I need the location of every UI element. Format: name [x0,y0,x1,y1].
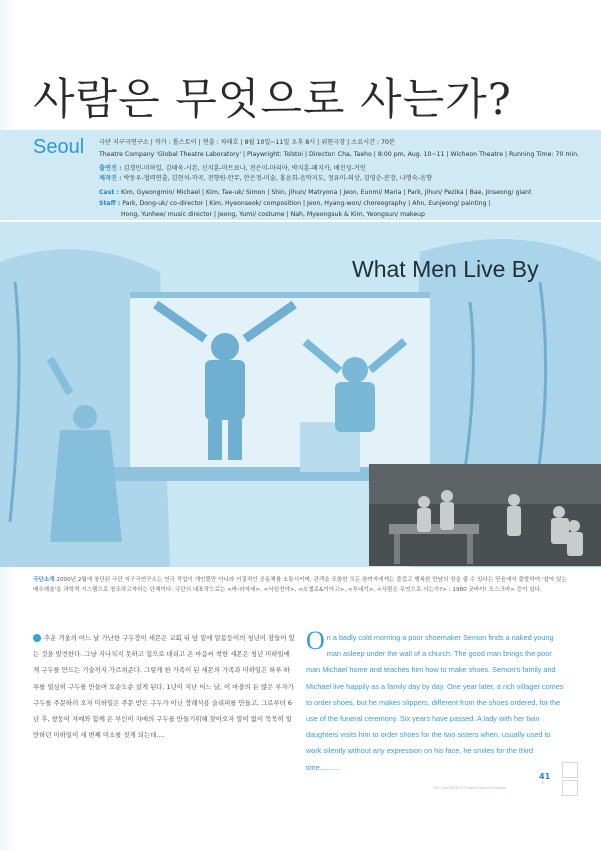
inset-photo-illustration [369,464,601,566]
page-number: 41 [539,772,551,781]
staff-english [99,200,491,209]
synopsis-english-text: n a badly cold morning a poor shoemaker Semon finds a naked young man asleep under the wall of a church. The good man brings the poor man Michael home and teaches him how to make shoes. Semon's family and Michael live happily as a family day by day. One year later, a rich villager comes to order shoes, but he makes slippers, different from the shoes ordered, for the use of the funeral ceremony. Six years have passed. A lady with her twin daughters visits him to order shoes for the two sisters when, usually used to work silently without any expression on his face, he smiles for the third time.......... [306,633,564,772]
cast-english-text: Kim, Gyeongmin/ Michael | Kim, Tae-uk/ Simon | Shin, Jihun/ Matryona | Jeon, Eunmi/ Maria | Park, Jihun/ Pezika | Bae, Jinseong/ giant [120,189,532,196]
staff-korean-text: 박동우-협력연출, 김현석-작곡, 전향원-안무, 안은정-미술, 홍윤희-음악지도, 정유미-의상, 김영순-분장, 나명숙-음향 [123,175,432,182]
page-title-korean: 사람은 무엇으로 사는가? [33,75,512,125]
footer-text: The 14th BESETO Theatre Festival Program [433,786,507,790]
drop-cap: O [306,626,325,655]
cast-korean-text: 김경민-미하일, 김태욱-시몬, 신지훈-마트료나, 전은미-마리아, 박지훈-페지카, 배진성-거인 [123,165,366,172]
page-title-english: What Men Live By [352,256,539,282]
staff-english-text-2: Hong, Yunhee/ music director | Jeong, Yumi/ costume | Nah, Myeongsuk & Kim, Yeongsun/ makeup [121,211,425,218]
bullet-dot-icon [33,634,41,642]
cast-english-label: Cast : [99,189,119,196]
cast-english [99,189,531,198]
synopsis-korean-text: 추운 겨울의 어느 날 가난한 구두장이 세몬은 교회 뒤 담 밑에 알몸둥이의 청년이 잠들어 있는 것을 발견한다. 그냥 지나치지 못하고 집으로 데리고 온 마음씨 착한 세몬은 청년 미하일에게 구두를 만드는 기술까지 가르쳐준다. 그렇게 한 가족이 된 세몬의 가족과 미하일은 하루 하루를 열심히 구두를 만들며 오순도순 살게 된다. 1년이 지난 어느 날, 이 마을의 돈 많은 부자가 구두를 주문하러 오자 미하일은 주문 받은 구두가 아닌 장례식용 슬리퍼를 만들고, 그로부터 6년 후, 쌍둥이 자매와 함께 온 부인이 자매의 구두를 만들기위해 찾아오자 말이 없이 묵묵히 일만하던 미하일이 세 번째 미소를 짓게 되는데.... [33,634,295,740]
company-introduction [33,575,573,595]
decorative-square [562,762,578,778]
credits-line-english: Theatre Company 'Global Theatre Laboratory' | Playwright: Tolstoi | Director: Cha, Taeho | 8:00 pm, Aug. 10~11 | Wicheon Theatre | Running Time: 70 min. [99,151,580,158]
city-label: Seoul [33,136,85,158]
credits-line-korean: 극단 지구극연구소 | 작가 : 톨스토이 | 연출 : 차태호 | 8월 10일~11일 오후 8시 | 위현극장 | 소요시간 : 70분 [99,139,395,146]
company-introduction-label: 극단소개 [33,577,55,583]
staff-english-label: Staff : [99,200,121,207]
cast-korean-label: 출연진 : [99,165,122,172]
synopsis-english [306,626,566,776]
staff-english-text-1: Park, Dong-uk/ co-director | Kim, Hyeonseok/ composition | Jeon, Hyang-won/ choreography | Ahn, Eunjeong/ painting | [122,200,491,207]
staff-korean [99,175,432,184]
decorative-square [562,780,578,796]
inset-photo [369,464,601,566]
staff-korean-label: 제작진 : [99,175,122,182]
company-introduction-text: 2000년 2월에 창단된 극단 지구극연구소는 연극 작업이 개인뿐만 아니라 이질적인 공동체를 소통시키며, 관객을 포함한 모든 참여자에게는 즐겁고 행복한 만남의 장을 줄 수 있다는 믿음에서 출발하여 '살아 있는 배우예술'을 과학적 시스템으로 창조하고자하는 단체이다. 극단의 대표작으로는 <바-라자세>, <낙원전야>, <오셀로&이아고>, <투네기>, <사람은 무엇으로 사는가?> : 1980 굿바이! 모스크바> 등이 있다. [33,577,567,593]
cast-korean [99,165,366,174]
synopsis-korean [33,630,295,743]
